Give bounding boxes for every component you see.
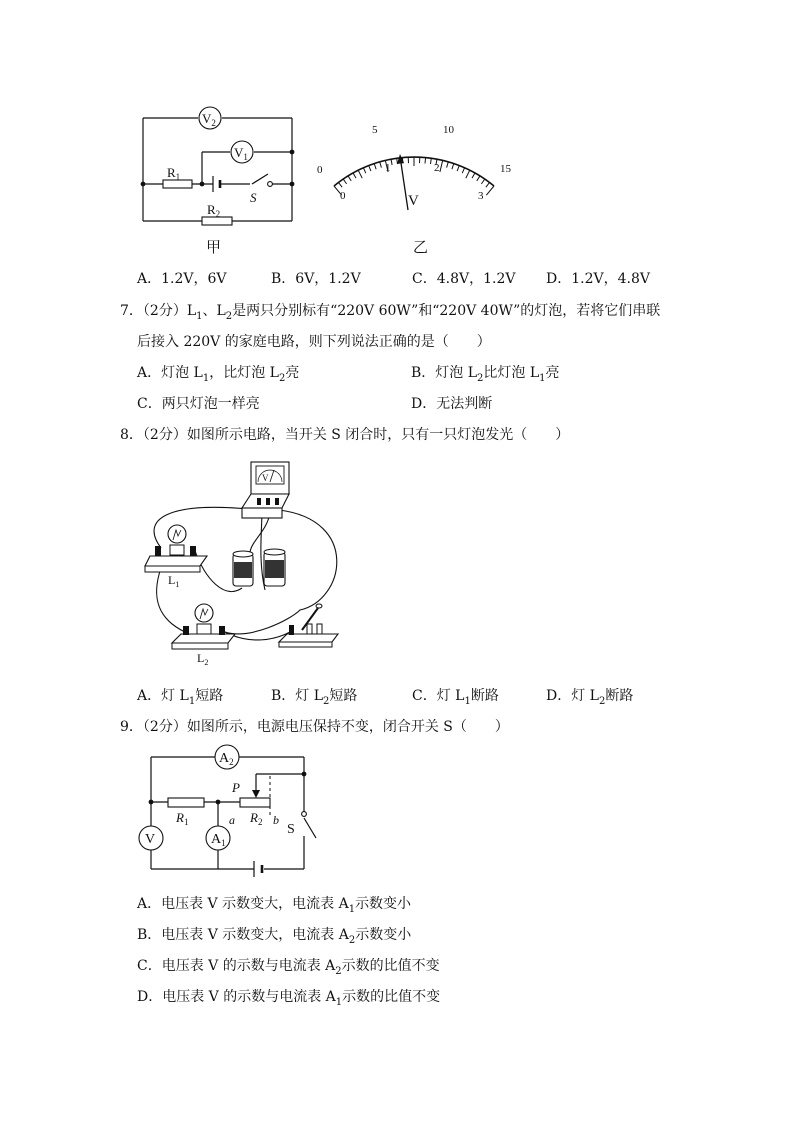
dial-bottom-0: 0 (340, 190, 346, 202)
dial-unit-label: V (408, 193, 419, 209)
q6-option-c: C．4.8V，1.2V (412, 271, 516, 287)
v1-meter-label: $V_1$ (234, 145, 248, 162)
q7-option-b: B．灯泡 $L_2$比灯泡 $L_1$亮 (411, 365, 560, 384)
figure-jia-circuit (130, 100, 310, 235)
q7-stem-line2: 后接入 220V 的家庭电路，则下列说法正确的是（ ） (137, 334, 491, 350)
dial-tick (481, 179, 484, 184)
q8-option-c: C．灯 $L_1$断路 (412, 688, 499, 707)
dial-top-10: 10 (443, 124, 454, 136)
q8-option-a: A．灯 $L_1$短路 (137, 688, 224, 707)
q9-a-label: a (229, 813, 235, 827)
dial-bottom-3: 3 (478, 190, 484, 202)
dial-tick (353, 173, 356, 178)
q9-a1-label: $A_1$ (211, 832, 226, 848)
dial-tick (486, 186, 494, 195)
dial-tick (466, 170, 470, 178)
dial-tick (431, 158, 432, 164)
dial-tick (374, 164, 376, 170)
dial-tick (440, 160, 443, 172)
dial-top-15: 15 (500, 163, 511, 175)
dial-tick (343, 179, 346, 184)
figure-yi-voltmeter-dial (310, 110, 530, 230)
dial-top-0: 0 (317, 164, 323, 176)
q9-p-label: P (232, 780, 240, 795)
dial-tick (339, 182, 343, 187)
dial-tick (472, 173, 475, 178)
figure-yi-caption: 乙 (413, 238, 429, 256)
q7-option-c: C．两只灯泡一样亮 (137, 396, 260, 412)
v2-meter-label: $V_2$ (202, 111, 216, 128)
dial-tick (348, 176, 351, 181)
dial-tick (457, 166, 459, 172)
q9-s-label: S (287, 822, 295, 837)
r2-label: $R_2$ (207, 202, 221, 219)
dial-tick (358, 170, 362, 178)
dial-tick (486, 182, 490, 187)
q8-voltmeter-v-label: V (262, 473, 269, 483)
q7-option-d: D．无法判断 (411, 396, 493, 412)
r1-label: $R_1$ (167, 165, 181, 182)
q8-option-d: D．灯 $L_2$断路 (546, 688, 634, 707)
q8-option-b: B．灯 $L_2$短路 (271, 688, 358, 707)
q7-stem-line1: 7．（2分）$L_1$、$L_2$是两只分别标有“220V 60W”和“220V 40W”的灯泡，若将它们串联 (120, 303, 661, 322)
dial-tick (380, 162, 382, 168)
dial-top-5: 5 (372, 124, 378, 136)
q9-v-label: V (145, 832, 156, 847)
dial-tick (447, 162, 449, 168)
dial-bottom-1: 1 (385, 162, 391, 174)
dial-tick (477, 176, 480, 181)
dial-tick (363, 168, 365, 174)
dial-bottom-2: 2 (434, 162, 440, 174)
dial-tick (391, 159, 392, 165)
q9-option-b: B．电压表 V 示数变大，电流表 $A_2$示数变小 (137, 927, 412, 946)
q9-option-d: D．电压表 V 的示数与电流表 $A_1$示数的比值不变 (137, 989, 441, 1008)
dial-tick (425, 158, 426, 164)
q6-option-d: D．1.2V，4.8V (546, 271, 650, 287)
q9-option-c: C．电压表 V 的示数与电流表 $A_2$示数的比值不变 (137, 958, 440, 977)
q7-option-a: A．灯泡 $L_1$，比灯泡 $L_2$亮 (137, 365, 300, 384)
q9-option-a: A．电压表 V 示数变大，电流表 $A_1$示数变小 (137, 896, 412, 915)
dial-tick (369, 166, 371, 172)
dial-tick (452, 164, 454, 170)
figure-jia-caption: 甲 (206, 238, 222, 256)
q8-l1-label: $L_1$ (168, 573, 180, 589)
dial-tick (462, 168, 464, 174)
switch-label: S (250, 190, 257, 205)
q9-b-label: b (273, 813, 279, 827)
q8-l2-label: $L_2$ (197, 651, 209, 667)
q9-stem: 9．（2分）如图所示，电源电压保持不变，闭合开关 S（ ） (120, 719, 509, 735)
figure-q8-physical-circuit (138, 455, 358, 670)
q6-option-b: B．6V，1.2V (271, 271, 361, 287)
q8-stem: 8．（2分）如图所示电路，当开关 S 闭合时，只有一只灯泡发光（ ） (120, 427, 570, 443)
q9-r2-label: $R_2$ (250, 810, 263, 827)
q6-option-a: A．1.2V，6V (137, 271, 227, 287)
q9-a2-label: $A_2$ (219, 751, 234, 767)
q9-r1-label: $R_1$ (176, 810, 189, 827)
figure-q9-circuit (130, 740, 330, 875)
